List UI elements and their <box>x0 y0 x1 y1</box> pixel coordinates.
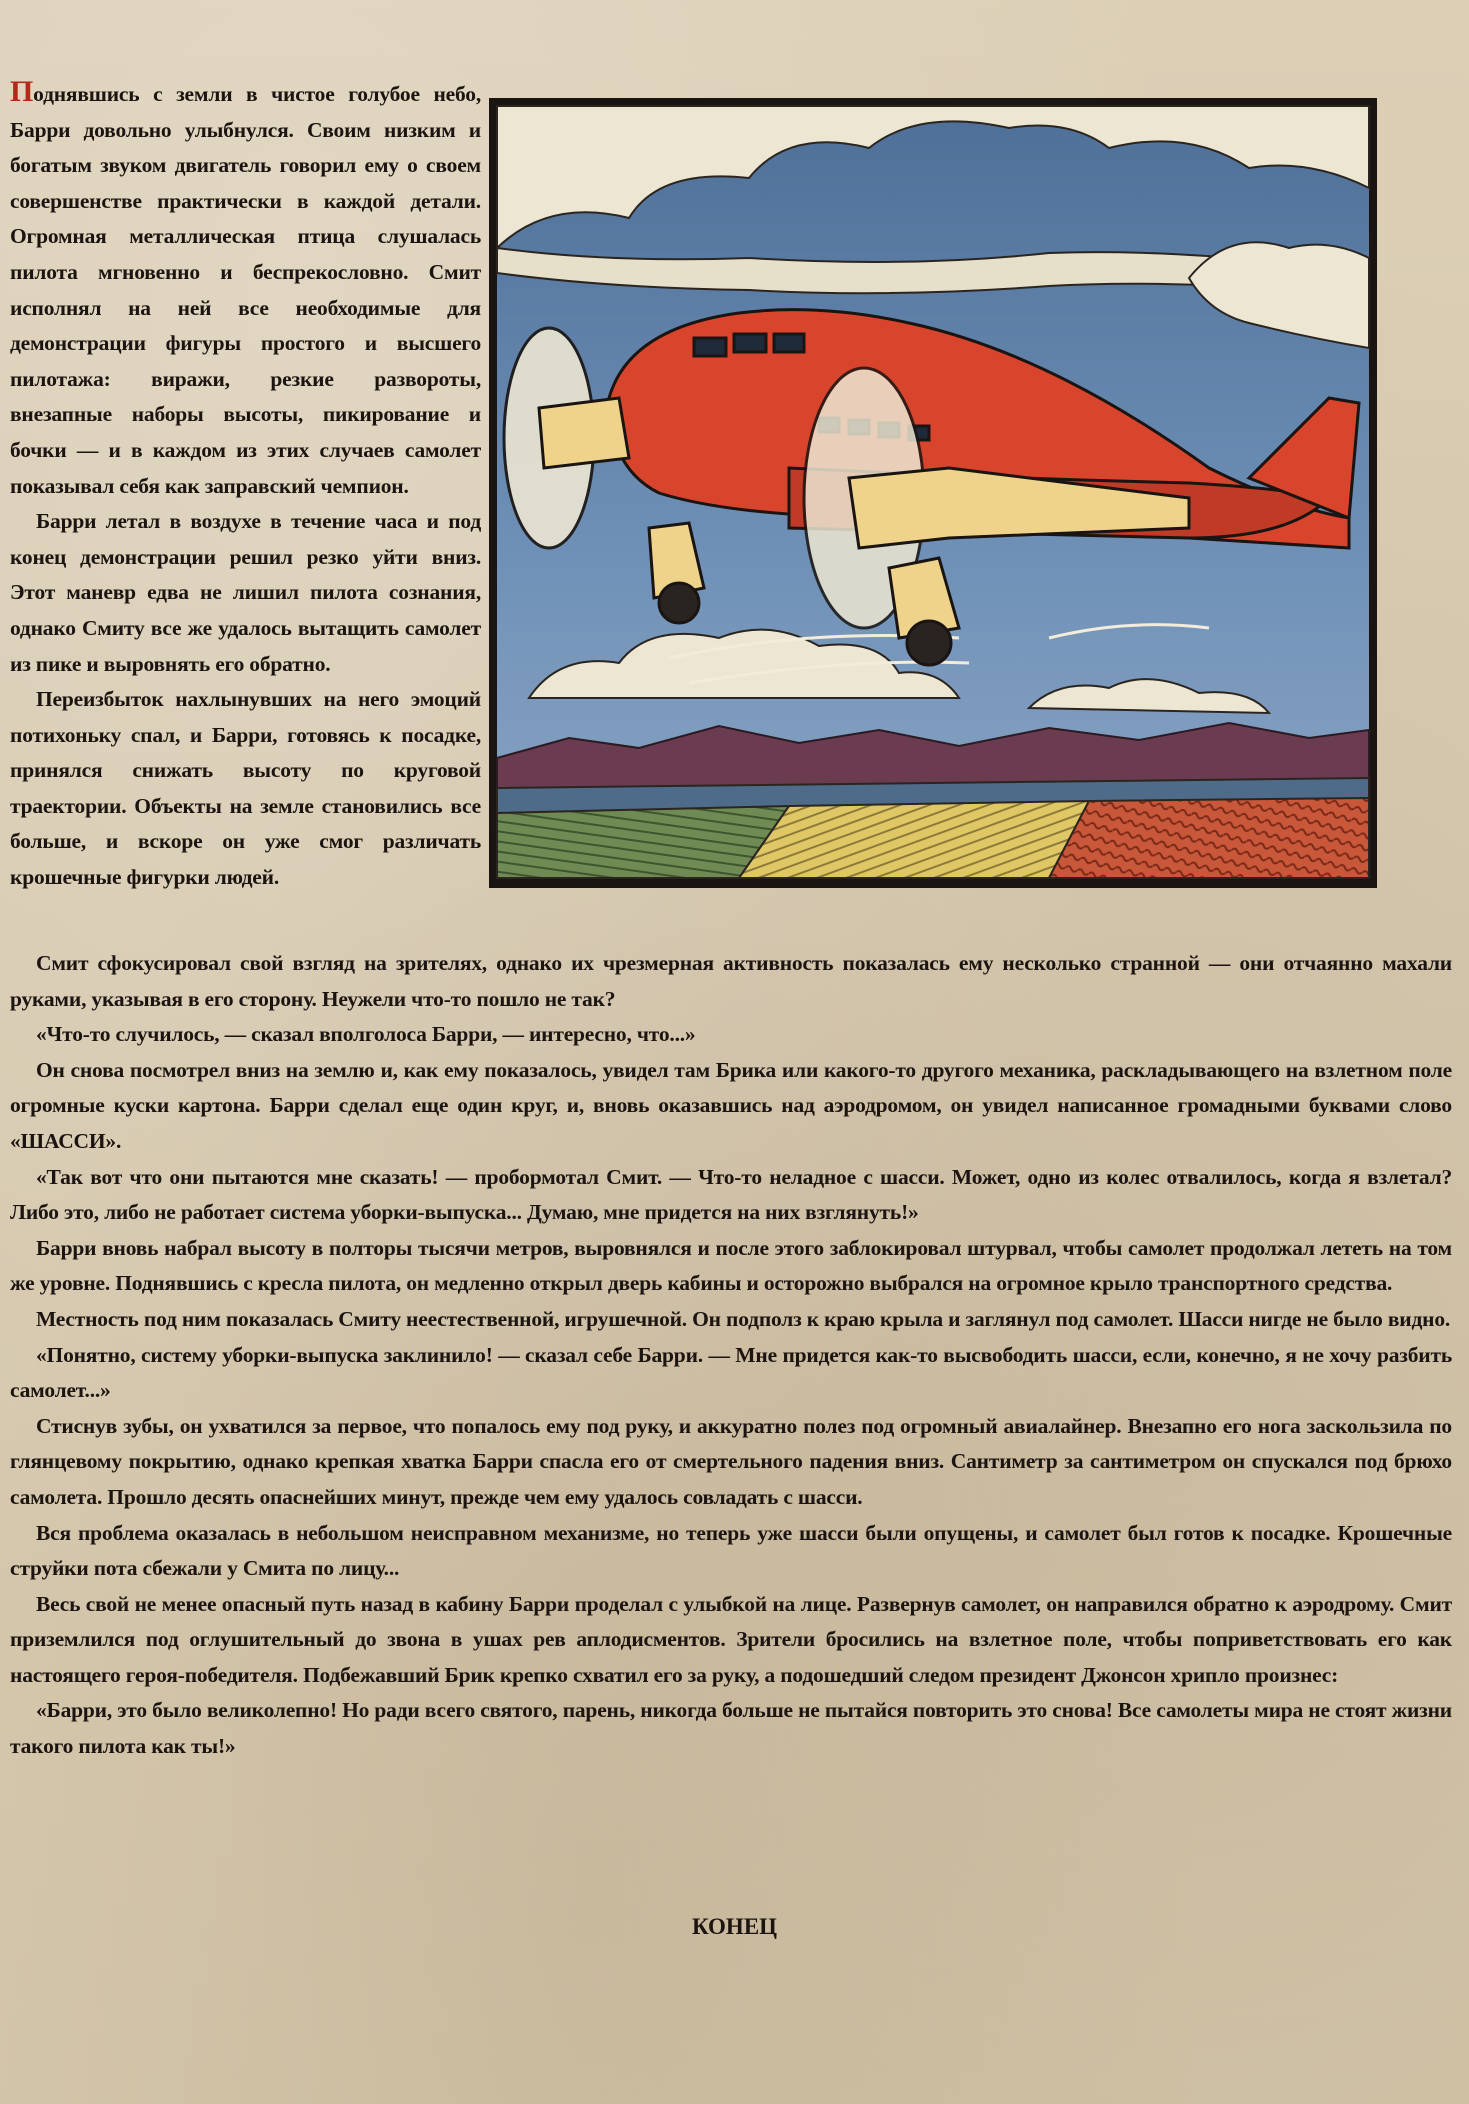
story-paragraph: Барри летал в воздухе в течение часа и под конец демонстрации решил резко уйти вниз. Этот маневр едва не лишил пилота сознания, однако Смиту все же удалось вытащить самолет из пике и выровнять его обратно. <box>10 509 481 676</box>
story-paragraph: Барри вновь набрал высоту в полторы тысячи метров, выровнялся и после этого заблокировал штурвал, чтобы самолет продолжал лететь на том же уровне. Поднявшись с кресла пилота, он медленно открыл дверь кабины и осторожно выбрался на огромное крыло транспортного средства. <box>10 1235 1452 1296</box>
airplane-illustration-svg <box>489 98 1377 888</box>
wheel-right <box>907 621 951 665</box>
drop-cap: П <box>10 75 34 108</box>
story-paragraph: «Что-то случилось, — сказал вполголоса Барри, — интересно, что...» <box>36 1022 696 1047</box>
story-lead-paragraph <box>10 74 481 504</box>
story-paragraph: Смит сфокусировал свой взгляд на зрителях, однако их чрезмерная активность показалась ему несколько странной — они отчаянно махали руками, указывая в его сторону. Неужели что-то пошло не так? <box>10 951 1452 1011</box>
story-paragraph: Местность под ним показалась Смиту неестественной, игрушечной. Он подполз к краю крыла и заглянул под самолет. Шасси нигде не было видно. <box>36 1306 1451 1331</box>
story-paragraph: Переизбыток нахлынувших на него эмоций потихоньку спал, и Барри, готовясь к посадке, принялся снижать высоту по круговой траектории. Объекты на земле становились все больше, и вскоре он уже смог различать крошечные фигурки людей. <box>10 687 481 890</box>
story-paragraph: Стиснув зубы, он ухватился за первое, что попалось ему под руку, и аккуратно полез под огромный авиалайнер. Внезапно его нога заскользила по глянцевому покрытию, однако крепкая хватка Барри спасла его от смертельного падения вниз. Сантиметр за сантиметром он спускался под брюхо самолета. Прошло десять опаснейших минут, прежде чем ему удалось совладать с шасси. <box>10 1413 1452 1509</box>
story-left-column <box>10 74 481 896</box>
story-paragraph: Вся проблема оказалась в небольшом неисправном механизме, но теперь уже шасси были опущены, и самолет был готов к посадке. Крошечные струйки пота сбежали у Смита по лицу... <box>10 1520 1452 1581</box>
story-paragraph: «Так вот что они пытаются мне сказать! — пробормотал Смит. — Что-то неладное с шасси. Может, одно из колес отвалилось, когда я взлетал? Либо это, либо не работает система уборки-выпуска... Думаю, мне придется на них взглянуть!» <box>10 1164 1452 1225</box>
engine-left <box>539 398 629 468</box>
wheel-left <box>659 583 699 623</box>
lead-text: однявшись с земли в чистое голубое небо, Барри довольно улыбнулся. Своим низким и богатым звуком двигатель говорил ему о своем совершенстве практически в каждой детали. Огромная металлическая птица слушалась пилота мгновенно и беспрекословно. Смит исполнял на ней все необходимые для демонстрации фигуры простого и высшего пилотажа: виражи, резкие развороты, внезапные наборы высоты, пикирование и бочки — и в каждом из этих случаев самолет показывал себя как заправский чемпион. <box>10 82 481 498</box>
story-ending: КОНЕЦ <box>691 1914 778 1939</box>
airplane-illustration <box>489 98 1377 888</box>
story-paragraph: Весь свой не менее опасный путь назад в кабину Барри проделал с улыбкой на лице. Развернув самолет, он направился обратно к аэродрому. Смит приземлился под оглушительный до звона в ушах рев аплодисментов. Зрители бросились на взлетное поле, чтобы поприветствовать его как настоящего героя-победителя. Подбежавший Брик крепко схватил его за руку, а подошедший следом президент Джонсон хрипло произнес: <box>10 1591 1452 1687</box>
story-paragraph: «Барри, это было великолепно! Но ради всего святого, парень, никогда больше не пытайся повторить это снова! Все самолеты мира не стоят жизни такого пилота как ты!» <box>10 1698 1452 1759</box>
story-paragraph: Он снова посмотрел вниз на землю и, как ему показалось, увидел там Брика или какого-то другого механика, раскладывающего на взлетном поле огромные куски картона. Барри сделал еще один круг, и, вновь оказавшись над аэродромом, он увидел написанное громадными буквами слово «ШАССИ». <box>10 1057 1452 1153</box>
fields <box>497 778 1369 878</box>
story-paragraph: «Понятно, систему уборки-выпуска заклинило! — сказал себе Барри. — Мне придется как-то высвободить шасси, если, конечно, я не хочу разбить самолет...» <box>10 1342 1452 1403</box>
story-full-column <box>10 946 1452 1765</box>
